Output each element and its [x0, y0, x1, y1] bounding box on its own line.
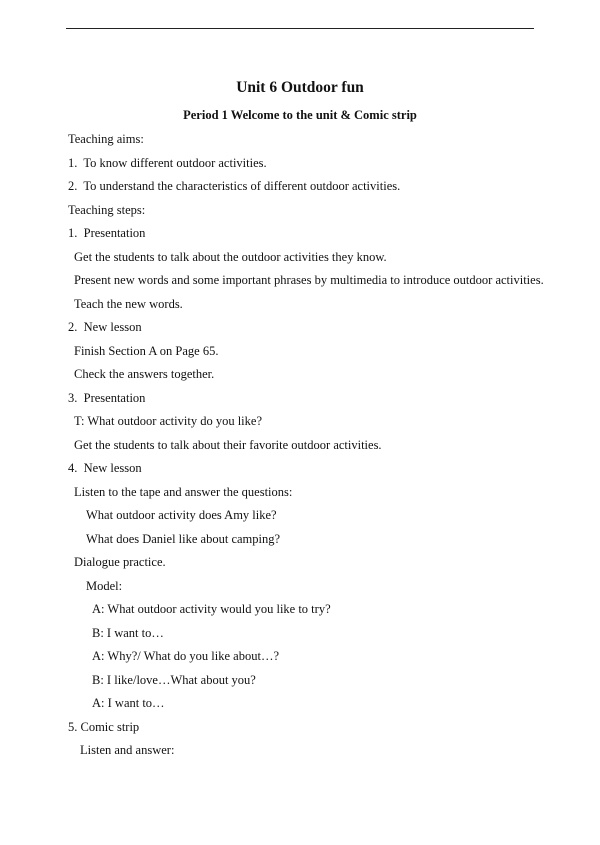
text-line: Model:	[86, 578, 123, 593]
text-line: 2. To understand the characteristics of different outdoor activities.	[68, 179, 401, 193]
text-line: Teaching steps:	[68, 202, 146, 217]
text-line: A: I want to…	[92, 696, 165, 710]
document-title: Unit 6 Outdoor fun	[236, 79, 364, 96]
text-line: Get the students to talk about their favorite outdoor activities.	[74, 437, 382, 452]
text-line: T: What outdoor activity do you like?	[74, 414, 262, 428]
text-line: 1. Presentation	[68, 226, 146, 240]
text-line: Dialogue practice.	[74, 555, 166, 569]
text-line: A: Why?/ What do you like about…?	[92, 649, 279, 663]
text-line: Get the students to talk about the outdoor activities they know.	[74, 249, 387, 264]
text-line: Teaching aims:	[68, 132, 144, 146]
text-line: 3. Presentation	[68, 390, 146, 405]
text-line: Check the answers together.	[74, 367, 215, 381]
document-subtitle: Period 1 Welcome to the unit & Comic strip	[183, 108, 417, 122]
text-line: 5. Comic strip	[68, 719, 140, 734]
text-line: B: I like/love…What about you?	[92, 672, 256, 687]
text-line: Teach the new words.	[74, 296, 183, 311]
document-body	[0, 130, 600, 765]
text-line: 4. New lesson	[68, 461, 142, 475]
text-line: What outdoor activity does Amy like?	[86, 508, 277, 522]
text-line: B: I want to…	[92, 625, 164, 640]
header-rule	[66, 28, 534, 29]
text-line: 1. To know different outdoor activities.	[68, 155, 267, 170]
text-line: Listen and answer:	[80, 743, 175, 757]
text-line: Present new words and some important phrases by multimedia to introduce outdoor activities.	[74, 273, 544, 287]
text-line: 2. New lesson	[68, 320, 142, 334]
text-line: What does Daniel like about camping?	[86, 531, 281, 546]
text-line: A: What outdoor activity would you like to try?	[92, 602, 331, 616]
text-line: Listen to the tape and answer the questions:	[74, 484, 293, 499]
text-line: Finish Section A on Page 65.	[74, 343, 219, 358]
